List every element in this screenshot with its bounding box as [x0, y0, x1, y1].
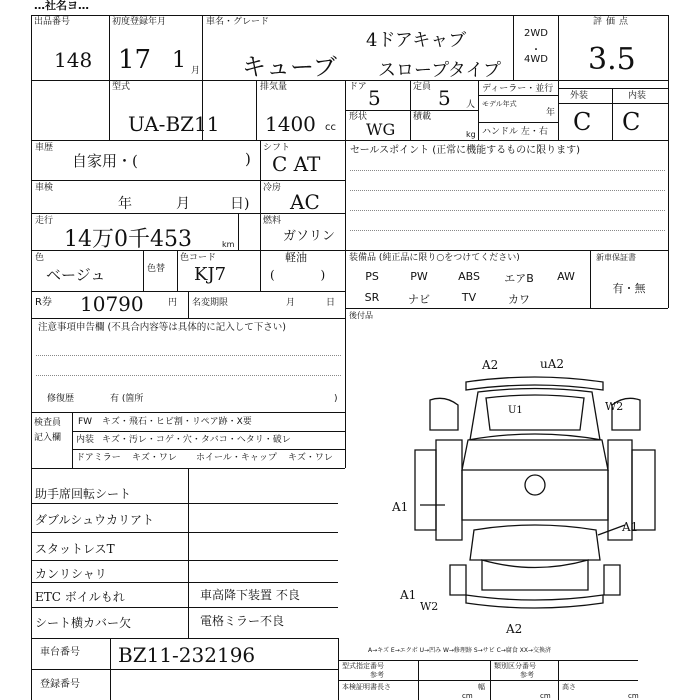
check-wheel: キズ・ワレ	[288, 453, 333, 463]
shift-value: C AT	[272, 152, 321, 176]
mark-w2-bottom: W2	[420, 600, 439, 613]
drive-2wd: 2WD	[524, 28, 548, 39]
remark-6: シート横カバー欠	[35, 616, 132, 630]
color-change-label: 色替	[147, 264, 166, 274]
repair-close: )	[334, 394, 338, 404]
mark-a1-right: A1	[622, 520, 639, 534]
doors-value: 5	[368, 86, 381, 110]
ac-label: 冷房	[263, 183, 282, 193]
length-unit: cm	[462, 692, 473, 700]
check-fw-head: FW	[78, 417, 93, 427]
remark-3: スタットレスT	[35, 542, 115, 556]
check-wheel-label: ホイール・キャップ	[196, 453, 277, 463]
inspection-day: 日)	[230, 196, 250, 212]
recycle-label: R券	[35, 297, 52, 308]
usage-close: )	[245, 150, 251, 168]
inspection-month: 月	[176, 196, 190, 212]
equip-abs: ABS	[458, 270, 480, 283]
equip-airbag: エアB	[504, 272, 534, 285]
mark-a2-top: A2	[482, 358, 499, 372]
drive-dot: ・	[531, 45, 541, 56]
first-reg-month-unit: 月	[191, 66, 201, 76]
mark-w2-right: W2	[605, 400, 624, 413]
check-interior: キズ・汚レ・コゲ・穴・タバコ・ヘタリ・破レ	[102, 435, 291, 445]
load-unit: kg	[466, 130, 476, 139]
dealer-label: ディーラー・並行	[482, 84, 554, 94]
check-mirror-label: ドアミラー	[76, 453, 121, 463]
width-label: 幅	[478, 683, 485, 691]
checks-label-2: 記入欄	[34, 433, 62, 443]
inspection-year: 年	[118, 196, 132, 212]
shape-label: 形状	[349, 112, 368, 122]
height-label: 高さ	[562, 683, 576, 691]
remark-4: カンリシャリ	[35, 567, 107, 581]
repair-value: 有 (箇所	[110, 394, 144, 404]
name-change-limit-label: 名変期限	[192, 298, 229, 308]
sales-point-label: セールスポイント (正常に機能するものに限ります)	[350, 145, 581, 156]
chassis-label: 車台番号	[40, 647, 80, 658]
length-label: 本検証明書長さ	[342, 683, 391, 691]
name-change-month: 月	[286, 298, 296, 308]
fuel-bracket: ( )	[270, 268, 326, 282]
usage-value: 自家用・(	[72, 152, 138, 170]
remark-right-6: 電格ミラー不良	[200, 614, 285, 628]
first-reg-year: 17	[118, 45, 152, 75]
remark-1: 助手席回転シート	[35, 487, 132, 501]
notes-label: 注意事項申告欄 (不具合内容等は具体的に記入して下さい)	[38, 322, 286, 333]
mileage-label: 走行	[35, 216, 54, 226]
lot-number: 148	[54, 48, 93, 72]
height-unit: cm	[628, 692, 639, 700]
color-code: KJ7	[194, 264, 227, 285]
mileage-value: 14万0千453	[64, 227, 192, 252]
first-reg-label: 初度登録年月	[112, 17, 167, 27]
remark-5: ETC ボイルもれ	[35, 590, 125, 604]
mark-a2-bottom: A2	[506, 622, 523, 636]
load-label: 積載	[413, 112, 432, 122]
width-unit: cm	[540, 692, 551, 700]
shift-label: シフト	[263, 143, 291, 153]
mark-u1: U1	[508, 405, 523, 416]
damage-legend: A→キズ E→エクボ U→凹み W→修理跡 S→サビ C→腐食 XX→交換済	[368, 647, 551, 654]
model-label: 型式	[112, 82, 131, 92]
recycle-value: 10790	[80, 292, 144, 316]
color-label: 色	[35, 253, 45, 263]
remark-right-5: 車高降下装置 不良	[200, 588, 300, 602]
name-change-day: 日	[326, 298, 336, 308]
capacity-label: 定員	[413, 82, 432, 92]
new-warranty-value: 有・無	[612, 282, 646, 295]
recycle-unit: 円	[168, 298, 178, 308]
fuel-diesel: 軽油	[285, 251, 307, 264]
equipment-label: 装備品 (純正品に限り○をつけてください)	[349, 253, 520, 263]
equip-navi: ナビ	[408, 293, 430, 306]
rating-int-label: 内装	[628, 91, 647, 101]
rating-int: C	[622, 108, 641, 136]
ac-value: AC	[290, 190, 320, 214]
registration-label: 登録番号	[40, 679, 80, 690]
doors-label: ドア	[349, 82, 367, 92]
repair-label: 修復歴	[47, 394, 75, 404]
car-name: キューブ	[242, 53, 337, 81]
first-reg-month: 1	[172, 48, 186, 73]
mileage-unit: km	[222, 240, 235, 249]
color-code-label: 色コード	[180, 253, 217, 263]
displacement-unit: cc	[325, 122, 336, 133]
after-parts-label: 後付品	[349, 311, 373, 320]
color-value: ベージュ	[46, 266, 106, 284]
car-name-label: 車名・グレード	[206, 17, 270, 27]
check-fw: キズ・飛石・ヒビ割・リペア跡・X要	[102, 417, 252, 427]
class-ref: 参考	[520, 671, 534, 679]
equip-leather: カワ	[508, 293, 530, 306]
rating-ext-label: 外装	[570, 91, 589, 101]
inspection-label: 車検	[35, 183, 54, 193]
mark-ua2: uA2	[540, 357, 565, 371]
form-number-label: 型式指定番号	[342, 662, 384, 670]
mark-a1-bottom: A1	[400, 588, 417, 602]
fuel-value: ガソリン	[283, 229, 336, 244]
class-number-label: 類別区分番号	[494, 662, 536, 670]
car-grade-line2: スロープタイプ	[378, 60, 501, 81]
model-code: UA-BZ11	[128, 112, 220, 136]
checks-label-1: 検査員	[34, 418, 62, 428]
lot-label: 出品番号	[34, 17, 71, 27]
equip-sr: SR	[364, 291, 380, 304]
form-ref: 参考	[370, 671, 384, 679]
rating-score: 3.5	[588, 42, 636, 77]
check-interior-head: 内装	[76, 435, 95, 445]
equip-aw: AW	[557, 270, 575, 283]
drive-4wd: 4WD	[524, 54, 548, 65]
capacity-unit: 人	[466, 100, 476, 110]
shape-value: WG	[366, 120, 396, 139]
equip-pw: PW	[410, 270, 428, 283]
remark-2: ダブルシュウカリアト	[35, 513, 154, 527]
model-year-unit: 年	[546, 108, 556, 118]
displacement-value: 1400	[265, 112, 316, 136]
capacity-value: 5	[438, 86, 451, 110]
header-text: …社名ヨ…	[34, 0, 89, 12]
new-warranty-label: 新車保証書	[596, 253, 636, 262]
equip-ps: PS	[365, 270, 379, 283]
displacement-label: 排気量	[260, 82, 288, 92]
car-grade-line1: 4ドアキャブ	[366, 30, 467, 51]
check-mirror: キズ・ワレ	[132, 453, 177, 463]
chassis-number: BZ11-232196	[118, 643, 256, 667]
mark-a1-left: A1	[392, 500, 409, 514]
usage-label: 車歴	[35, 143, 54, 153]
rating-ext: C	[573, 108, 592, 136]
model-year-label: モデル年式	[482, 100, 517, 108]
equip-tv: TV	[461, 291, 477, 304]
fuel-label: 燃料	[263, 216, 282, 226]
rating-label: 評価点	[593, 17, 633, 27]
handle-label: ハンドル 左・右	[482, 127, 548, 137]
